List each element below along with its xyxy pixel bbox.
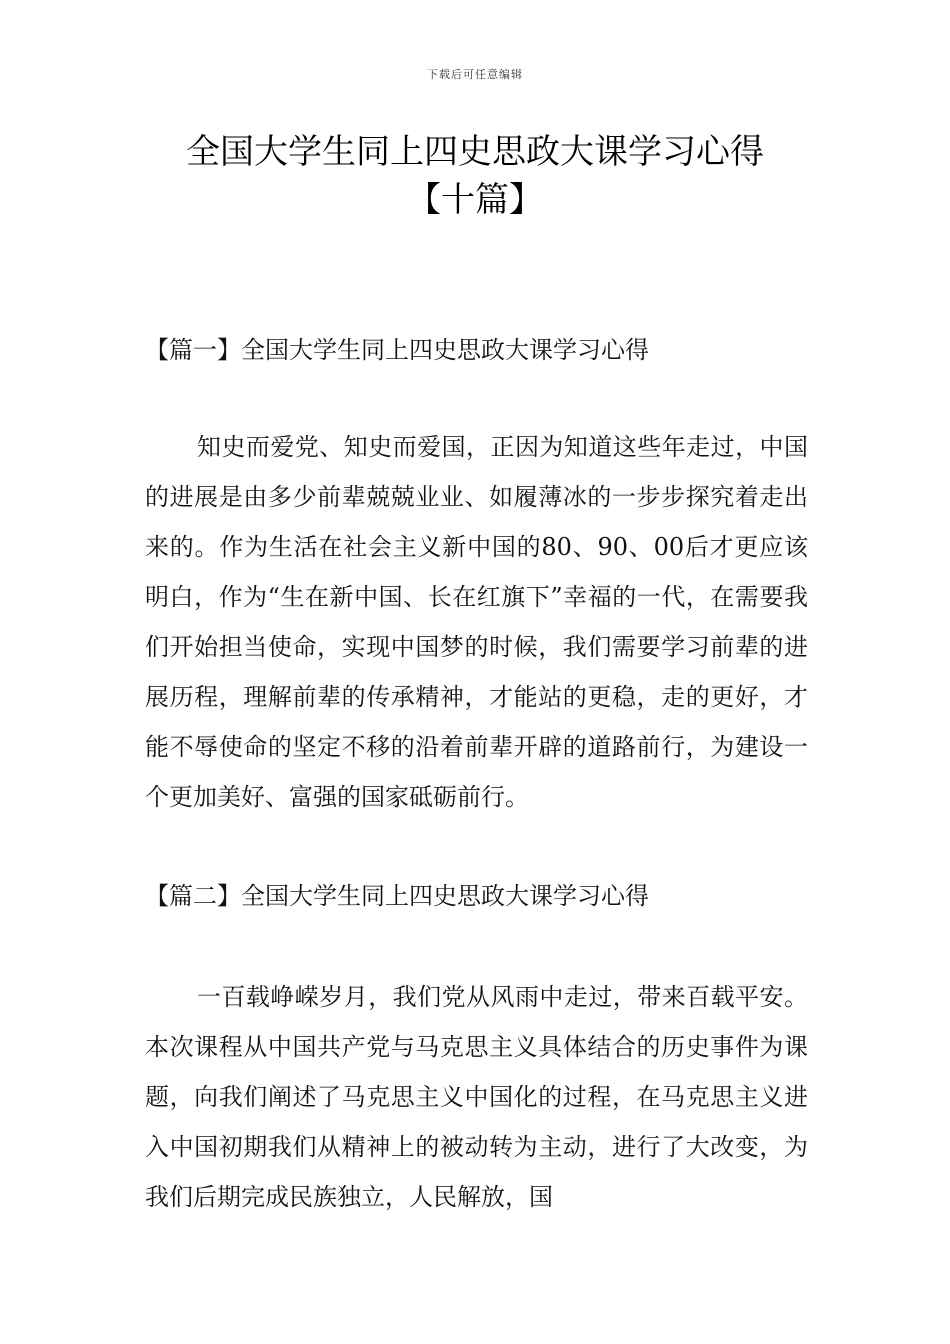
section-heading-2: 【篇二】全国大学生同上四史思政大课学习心得 [145, 882, 649, 910]
section-paragraph-2: 一百载峥嵘岁月，我们党从风雨中走过，带来百载平安。本次课程从中国共产党与马克思主义具体结合的历史事件为课题，向我们阐述了马克思主义中国化的过程，在马克思主义进入中国初期我们从精神上的被动转为主动，进行了大改变，为我们后期完成民族独立，人民解放，国 [145, 983, 808, 1211]
section-paragraph-1: 知史而爱党、知史而爱国，正因为知道这些年走过，中国的进展是由多少前辈兢兢业业、如履薄冰的一步步探究着走出来的。作为生活在社会主义新中国的80、90、00后才更应该明白，作为“生在新中国、长在红旗下”幸福的一代，在需要我们开始担当使命，实现中国梦的时候，我们需要学习前辈的进展历程，理解前辈的传承精神，才能站的更稳，走的更好，才能不辱使命的坚定不移的沿着前辈开辟的道路前行，为建设一个更加美好、富强的国家砥砺前行。 [145, 433, 808, 811]
section-heading-1: 【篇一】全国大学生同上四史思政大课学习心得 [145, 336, 649, 364]
header-note: 下载后可任意编辑 [427, 68, 523, 81]
document-title [80, 128, 870, 224]
document-title-line-2: 【十篇】 [407, 180, 543, 220]
document-title-line-1: 全国大学生同上四史思政大课学习心得 [186, 132, 764, 172]
